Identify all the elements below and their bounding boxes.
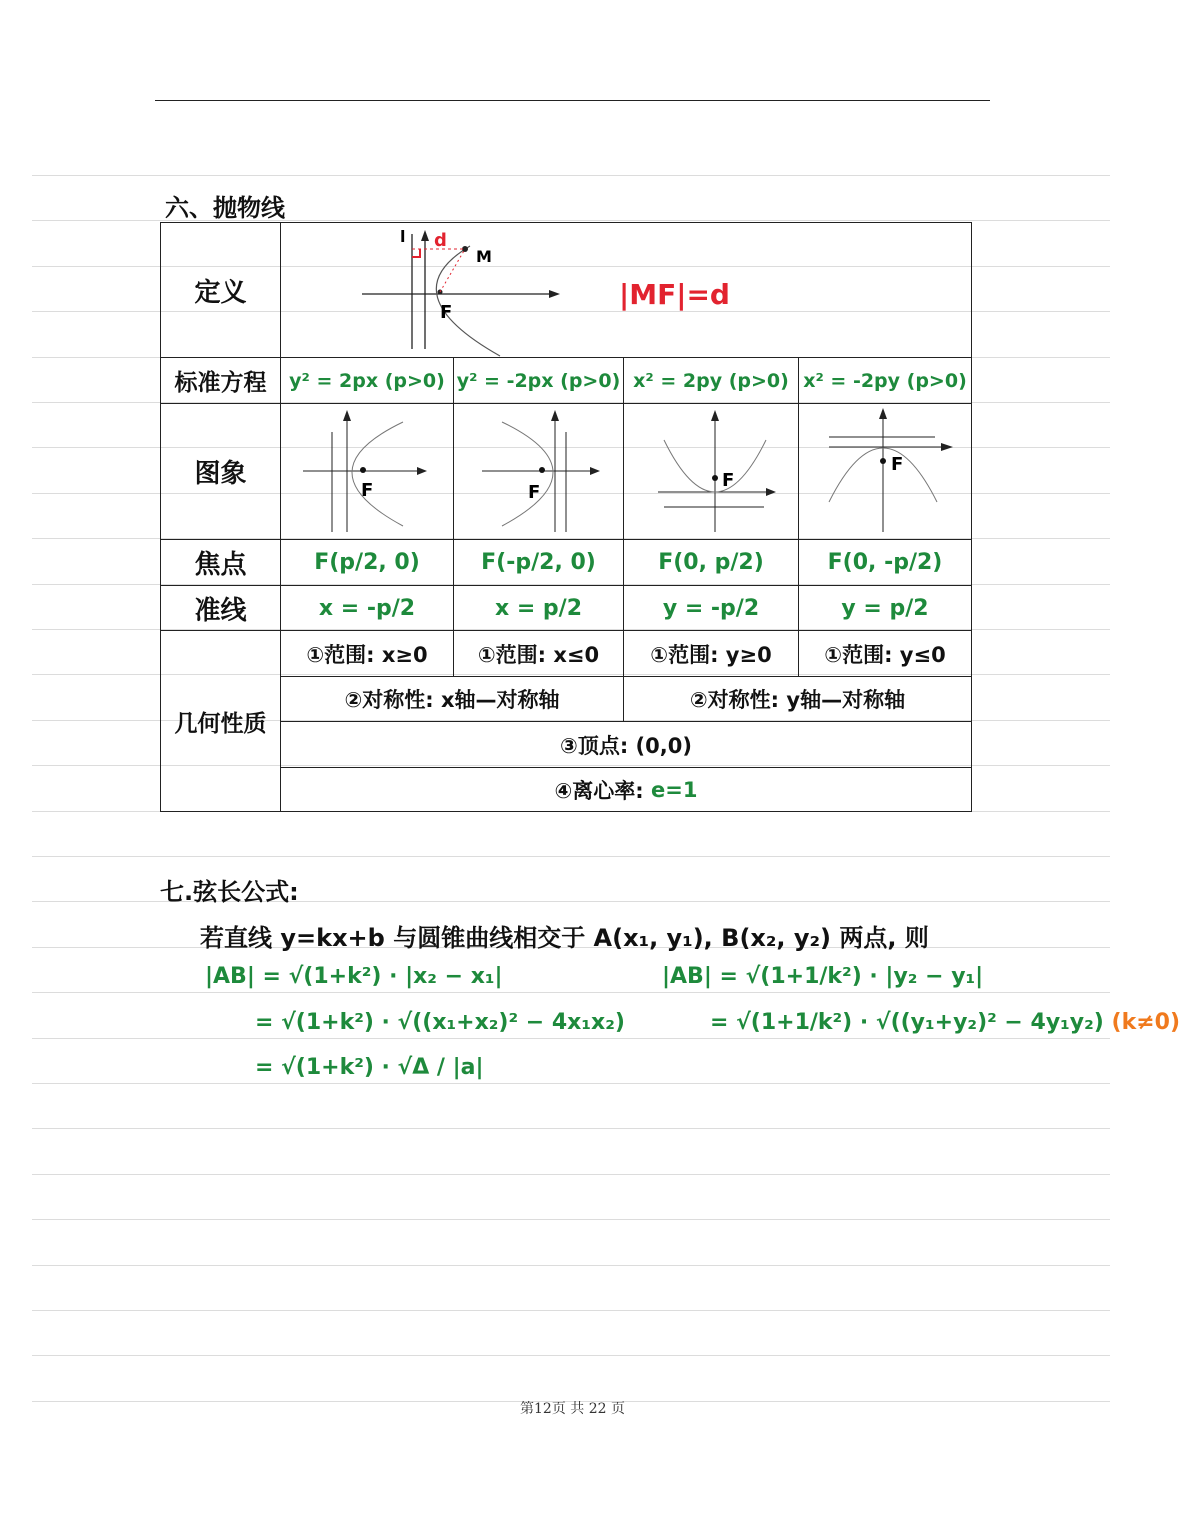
ruled-line [32,1310,1110,1311]
header-divider [155,100,990,101]
equation-2: y² = -2px (p>0) [453,357,624,404]
chord-formula-y-1: |AB| = √(1+1/k²) · |y₂ − y₁| [662,964,984,989]
chord-formula-x-1: |AB| = √(1+k²) · |x₂ − x₁| [205,964,503,989]
row-label-definition: 定义 [160,222,281,358]
ruled-line [32,1219,1110,1220]
graph-down-opening [799,404,971,539]
row-label-focus: 焦点 [160,539,281,586]
row-label-standard-eq: 标准方程 [160,357,281,404]
k-nonzero-condition: (k≠0) [1111,1010,1180,1035]
point-m-label: M [476,247,492,266]
row-label-graph: 图象 [160,403,281,540]
focus-1: F(p/2, 0) [280,539,454,586]
ruled-line [32,1083,1110,1084]
equation-3: x² = 2py (p>0) [623,357,799,404]
section-6-title: 六、抛物线 [165,194,285,222]
chord-formula-x-2: = √(1+k²) · √((x₁+x₂)² − 4x₁x₂) [255,1010,625,1035]
directrix-1: x = -p/2 [280,585,454,631]
range-1: ①范围: x≥0 [280,630,454,677]
focus-label: F [722,470,735,491]
ruled-line [32,1174,1110,1175]
directrix-label: l [400,227,406,246]
directrix-2: x = p/2 [453,585,624,631]
range-3: ①范围: y≥0 [623,630,799,677]
chord-formula-x-3: = √(1+k²) · √Δ / |a| [255,1055,484,1080]
symmetry-y: ②对称性: y轴—对称轴 [623,676,972,722]
definition-formula: |MF|=d [619,278,730,311]
definition-diagram [350,224,570,356]
page-footer: 第12页 共 22 页 [520,1401,625,1417]
directrix-4: y = p/2 [798,585,972,631]
equation-1: y² = 2px (p>0) [280,357,454,404]
graph-up-opening [624,404,798,539]
range-4: ①范围: y≤0 [798,630,972,677]
focus-4: F(0, -p/2) [798,539,972,586]
vertex: ③顶点: (0,0) [280,721,972,768]
eccentricity-value: e=1 [651,777,698,802]
directrix-3: y = -p/2 [623,585,799,631]
ruled-line [32,992,1110,993]
ruled-line [32,1128,1110,1129]
chord-intro: 若直线 y=kx+b 与圆锥曲线相交于 A(x₁, y₁), B(x₂, y₂) 两点, 则 [200,924,929,952]
focus-label: F [361,480,374,501]
equation-4: x² = -2py (p>0) [798,357,972,404]
ruled-line [32,175,1110,176]
focus-label: F [440,302,453,323]
focus-label: F [528,482,541,503]
eccentricity [280,767,972,812]
distance-label: d [434,230,447,251]
graph-right-opening [281,404,453,539]
symmetry-x: ②对称性: x轴—对称轴 [280,676,624,722]
focus-3: F(0, p/2) [623,539,799,586]
ruled-line [32,856,1110,857]
chord-formula-y-2 [710,1010,1180,1035]
range-2: ①范围: x≤0 [453,630,624,677]
eccentricity-label: ④离心率: [554,778,644,803]
ruled-line [32,1355,1110,1356]
focus-2: F(-p/2, 0) [453,539,624,586]
chord-formula-y-2-expr: = √(1+1/k²) · √((y₁+y₂)² − 4y₁y₂) [710,1010,1104,1035]
focus-label: F [891,454,904,475]
ruled-line [32,1265,1110,1266]
row-label-geometric: 几何性质 [160,630,281,812]
row-label-directrix: 准线 [160,585,281,631]
ruled-line [32,1038,1110,1039]
graph-left-opening [454,404,624,539]
section-7-title: 七.弦长公式: [160,878,299,906]
